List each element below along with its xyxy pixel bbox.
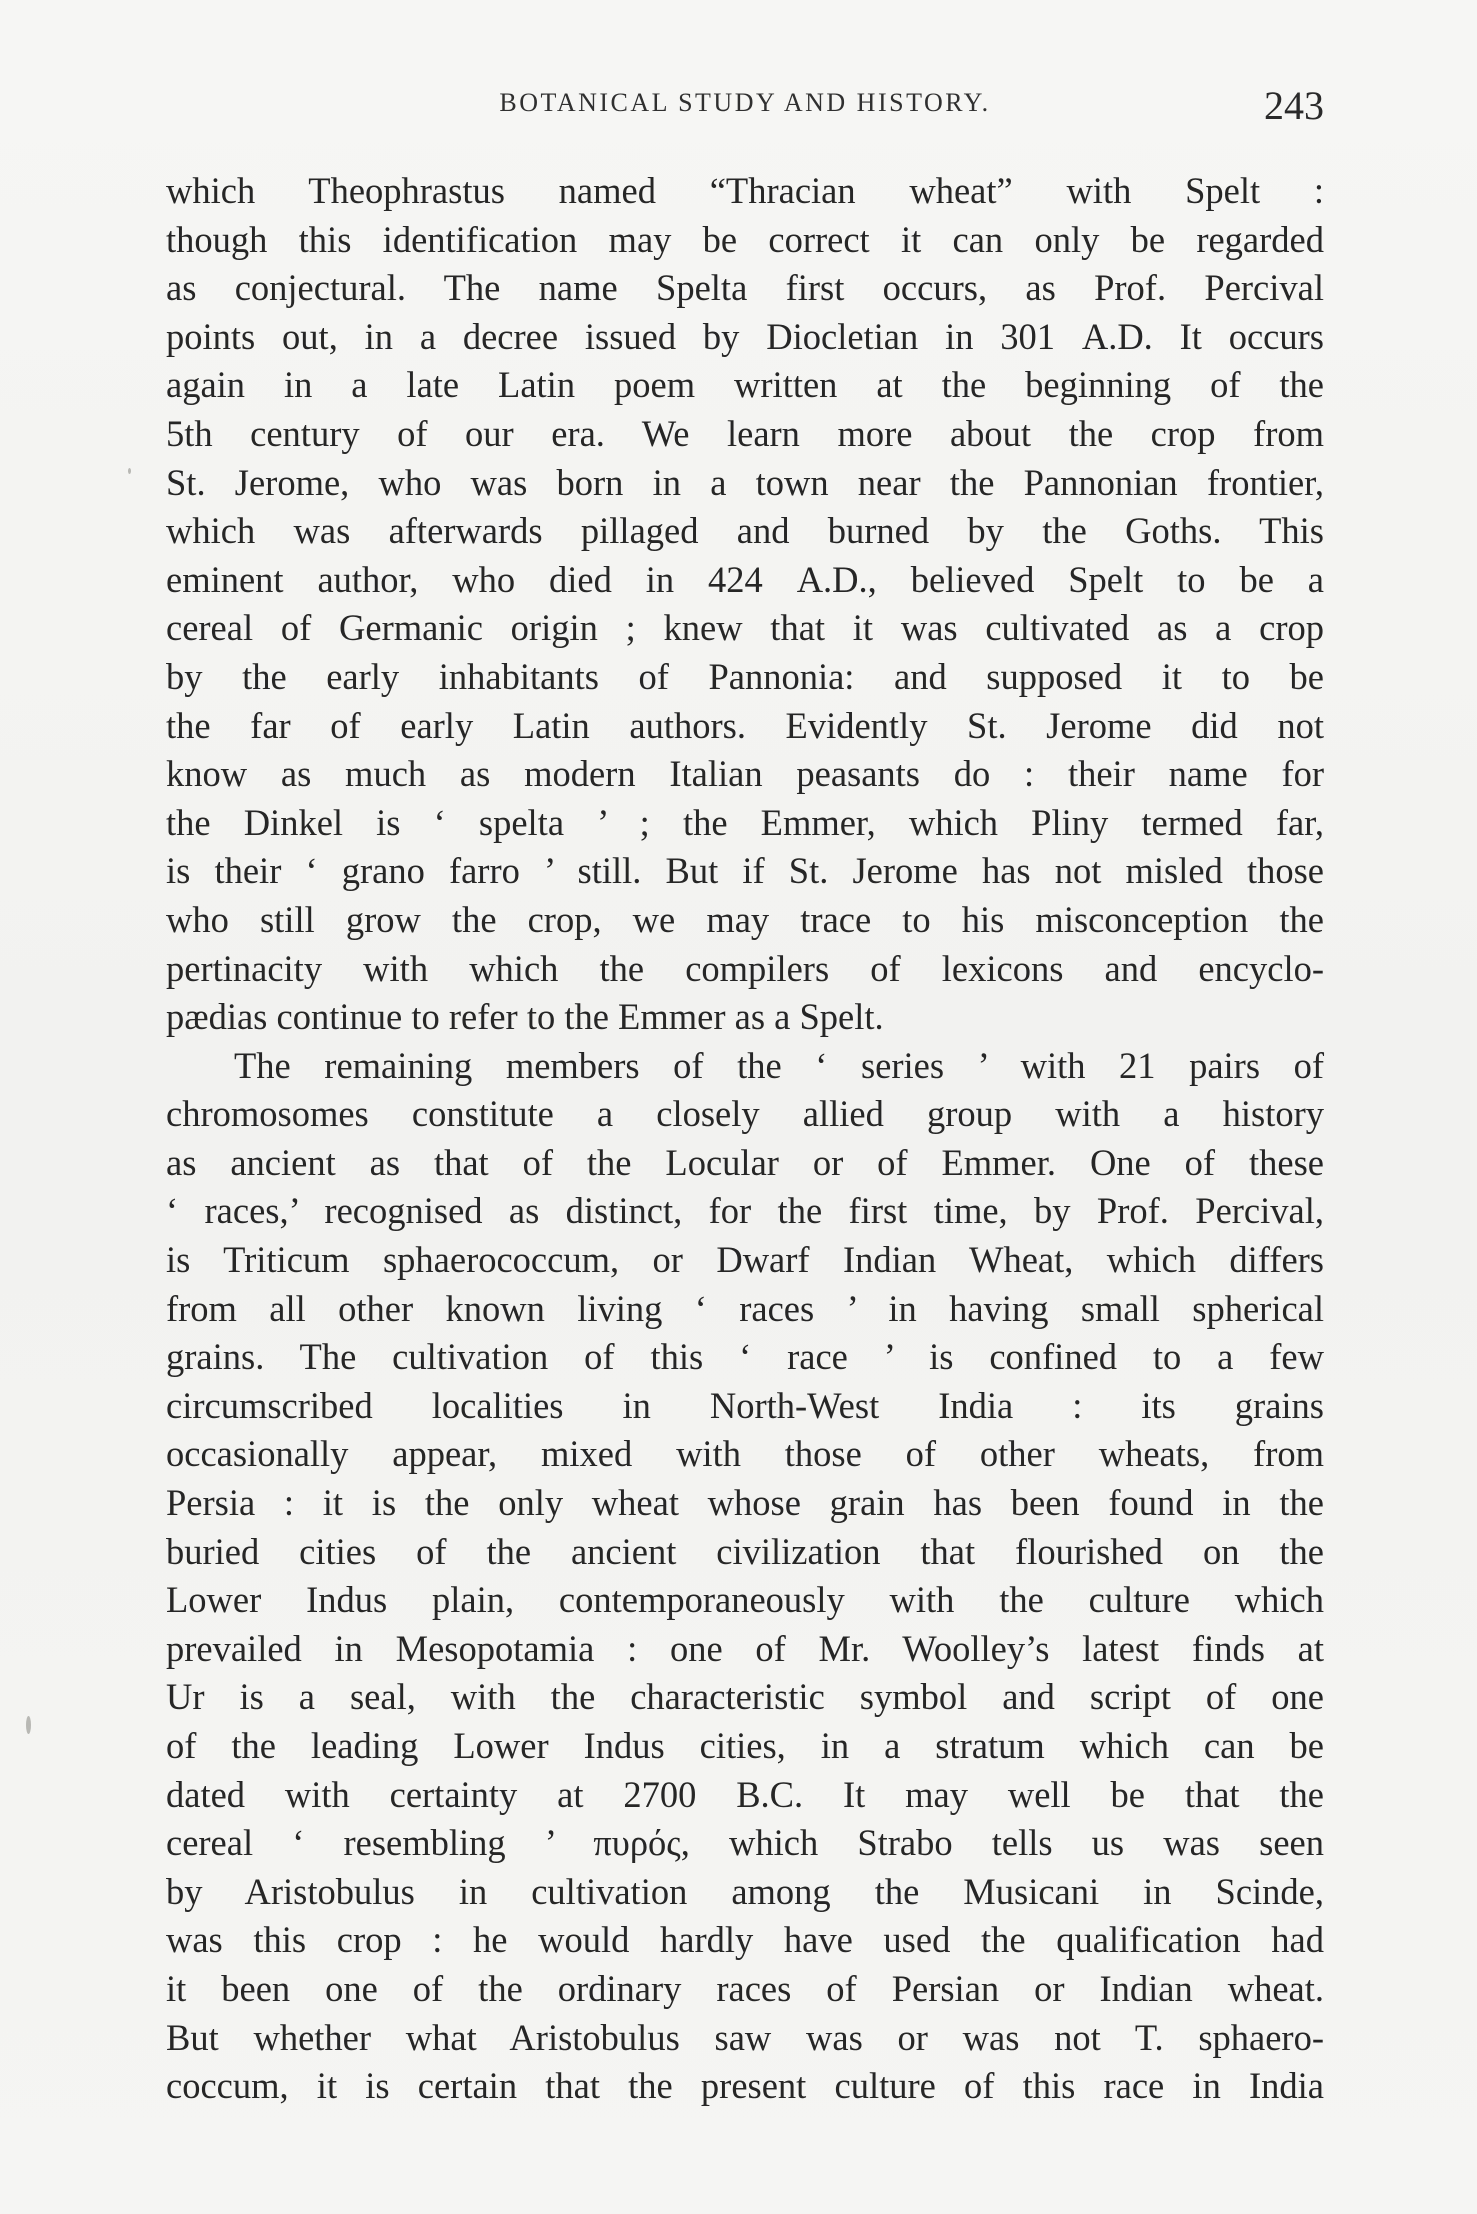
- text-line: dated with certainty at 2700 B.C. It may well be that the: [166, 1773, 1324, 1815]
- text-line: cereal ‘ resembling ’ πυρός, which Strabo tells us was seen: [166, 1822, 1324, 1864]
- text-line: the Dinkel is ‘ spelta ’ ; the Emmer, which Pliny termed far,: [166, 801, 1324, 843]
- page-number: 243: [1264, 83, 1324, 128]
- text-line: is their ‘ grano farro ’ still. But if St. Jerome has not misled those: [166, 850, 1324, 892]
- running-head: [166, 83, 1324, 128]
- italic-term: Spelta: [656, 267, 748, 309]
- text-line: cereal of Germanic origin ; knew that it was cultivated as a crop: [166, 607, 1324, 649]
- text-line: points out, in a decree issued by Diocletian in 301 A.D. It occurs: [166, 315, 1324, 357]
- small-caps-era: B.C.: [736, 1773, 804, 1815]
- text-line: as conjectural. The name Spelta first occurs, as Prof. Percival: [166, 267, 1324, 309]
- small-caps-era: A.D.: [1081, 315, 1153, 357]
- text-line: was this crop : he would hardly have used the qualification had: [166, 1919, 1324, 1961]
- text-line: it been one of the ordinary races of Persian or Indian wheat.: [166, 1967, 1324, 2009]
- text-line: who still grow the crop, we may trace to his misconception the: [166, 898, 1324, 940]
- text-line: again in a late Latin poem written at the beginning of the: [166, 364, 1324, 406]
- text-line: 5th century of our era. We learn more about the crop from: [166, 412, 1324, 454]
- text-line: occasionally appear, mixed with those of other wheats, from: [166, 1433, 1324, 1475]
- text-line: But whether what Aristobulus saw was or was not T. sphaero-: [166, 2016, 1324, 2058]
- text-line: St. Jerome, who was born in a town near the Pannonian frontier,: [166, 461, 1324, 503]
- text-line: as ancient as that of the Locular or of Emmer. One of these: [166, 1141, 1324, 1183]
- body-text: [166, 167, 1324, 2111]
- paper-speck: [128, 468, 131, 474]
- italic-term: Triticum sphaerococcum: [223, 1239, 610, 1281]
- text-line: pædias continue to refer to the Emmer as a Spelt.: [166, 996, 884, 1038]
- text-line: is Triticum sphaerococcum, or Dwarf Indian Wheat, which differs: [166, 1239, 1325, 1281]
- text-line: Persia : it is the only wheat whose grain has been found in the: [166, 1482, 1324, 1524]
- text-line: the far of early Latin authors. Evidently St. Jerome did not: [166, 704, 1324, 746]
- small-caps-era: A.D.: [796, 558, 868, 600]
- text-line: though this identification may be correct it can only be regarded: [166, 218, 1324, 260]
- text-line: Lower Indus plain, contemporaneously with the culture which: [166, 1579, 1324, 1621]
- running-title: BOTANICAL STUDY AND HISTORY.: [499, 88, 991, 117]
- text-line: Ur is a seal, with the characteristic symbol and script of one: [166, 1676, 1324, 1718]
- text-line: circumscribed localities in North-West India : its grains: [166, 1384, 1324, 1426]
- greek-term: πυρός: [593, 1822, 681, 1864]
- text-line: which was afterwards pillaged and burned by the Goths. This: [166, 510, 1324, 552]
- text-line: pertinacity with which the compilers of lexicons and encyclo-: [166, 947, 1324, 989]
- paragraph-start-line: The remaining members of the ‘ series ’ with 21 pairs of: [234, 1044, 1324, 1086]
- text-line: by the early inhabitants of Pannonia: and supposed it to be: [166, 655, 1324, 697]
- text-line: buried cities of the ancient civilization that flourished on the: [166, 1530, 1324, 1572]
- text-line: of the leading Lower Indus cities, in a stratum which can be: [166, 1725, 1324, 1766]
- text-line: chromosomes constitute a closely allied group with a history: [166, 1093, 1324, 1135]
- text-line: coccum, it is certain that the present culture of this race in India: [166, 2065, 1324, 2107]
- text-line: prevailed in Mesopotamia : one of Mr. Woolley’s latest finds at: [166, 1627, 1324, 1669]
- text-line: from all other known living ‘ races ’ in having small spherical: [166, 1287, 1324, 1329]
- italic-term: coccum: [166, 2065, 280, 2107]
- text-line: know as much as modern Italian peasants do : their name for: [166, 753, 1324, 795]
- italic-term: T. sphaero-: [1134, 2016, 1324, 2058]
- paper-speck: [26, 1716, 31, 1734]
- text-line: ‘ races,’ recognised as distinct, for the first time, by Prof. Percival,: [166, 1190, 1324, 1232]
- text-line: eminent author, who died in 424 A.D., believed Spelt to be a: [166, 558, 1324, 600]
- text-line: grains. The cultivation of this ‘ race ’ is confined to a few: [166, 1336, 1324, 1378]
- text-line: which Theophrastus named “Thracian wheat” with Spelt :: [166, 170, 1324, 211]
- italic-term: far: [250, 704, 291, 746]
- text-line: by Aristobulus in cultivation among the Musicani in Scinde,: [166, 1870, 1324, 1912]
- italic-term: far: [1275, 801, 1315, 843]
